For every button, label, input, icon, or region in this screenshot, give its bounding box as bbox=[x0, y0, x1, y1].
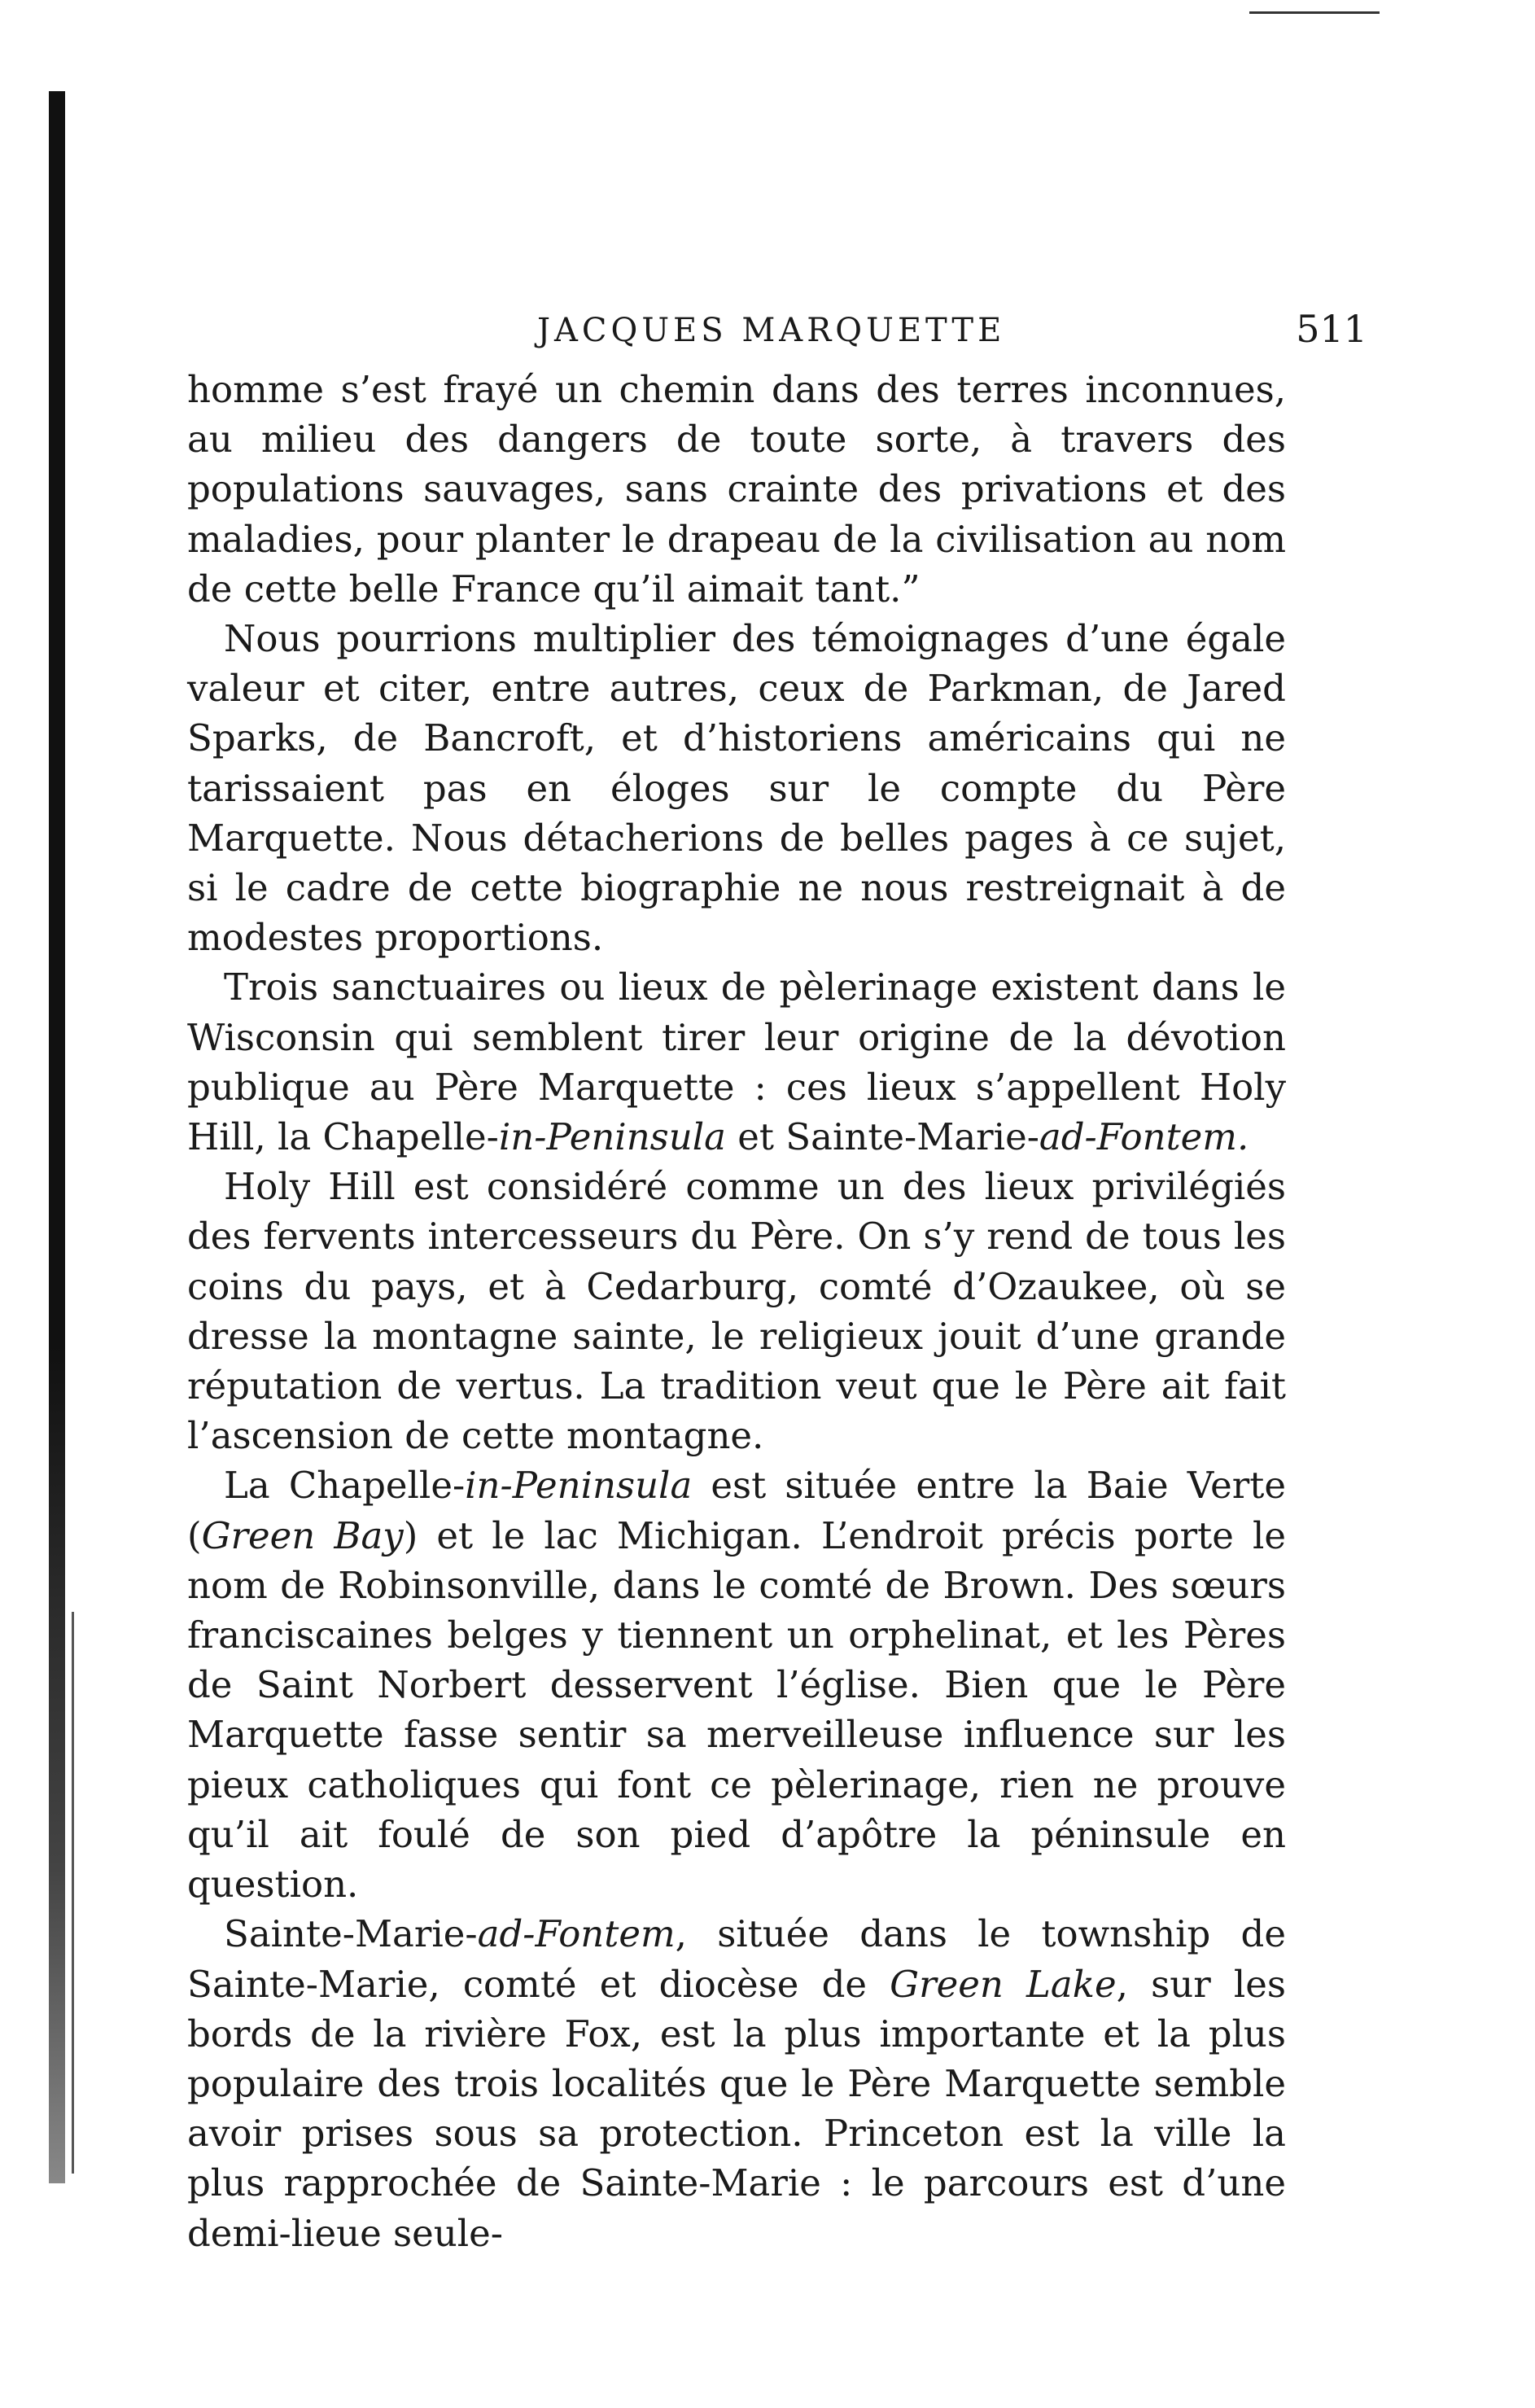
top-rule bbox=[1249, 11, 1380, 14]
paragraph bbox=[187, 1162, 1286, 1460]
paragraph bbox=[187, 365, 1286, 614]
italic-text: in-Peninsula bbox=[465, 1464, 693, 1508]
paragraph bbox=[187, 1460, 1286, 1909]
italic-text: in-Peninsula bbox=[498, 1115, 726, 1159]
text-span: , située dans le township de Sainte-Marie, comté et diocèse de bbox=[187, 1912, 1286, 2006]
text-span: et Sainte-Marie- bbox=[725, 1115, 1039, 1159]
text-span: homme s’est frayé un chemin dans des terres inconnues, au milieu des dangers de toute sorte, à travers des populations sauvages, sans crainte des privations et des maladies, pour planter le drapeau de la civilisation au nom de cette belle France qu’il aimait tant.” bbox=[187, 368, 1286, 611]
paragraph bbox=[187, 614, 1286, 962]
page-header bbox=[187, 297, 1375, 354]
italic-text: Green Lake bbox=[890, 1962, 1117, 2006]
text-span: est située entre la Baie Verte ( bbox=[187, 1464, 1286, 1557]
text-span: Sainte-Marie- bbox=[224, 1912, 478, 1956]
paragraph bbox=[187, 962, 1286, 1162]
text-span: Nous pourrions multiplier des témoignages d’une égale valeur et citer, entre autres, ceux de Parkman, de Jared Sparks, de Bancroft, et d’historiens américains qui ne tarissaient pas en éloges sur le compte du Père Marquette. Nous détacherions de belles pages à ce sujet, si le cadre de cette biographie ne nous restreignait à de modestes proportions. bbox=[187, 617, 1286, 960]
binding-edge bbox=[49, 91, 65, 2183]
paragraph bbox=[187, 1909, 1286, 2257]
text-span: ) et le lac Michigan. L’endroit précis porte le nom de Robinsonville, dans le comté de Brown. Des sœurs franciscaines belges y tiennent un orphelinat, et les Pères de Saint Norbert desservent l’église. Bien que le Père Marquette fasse sentir sa merveilleuse influence sur les pieux catholiques qui font ce pèlerinage, rien ne prouve qu’il ait foulé de son pied d’apôtre la péninsule en question. bbox=[187, 1513, 1286, 1907]
text-span: , sur les bords de la rivière Fox, est la plus importante et la plus populaire des trois localités que le Père Marquette semble avoir prises sous sa protection. Princeton est la ville la plus rapprochée de Sainte-Marie : le parcours est d’une demi-lieue seule- bbox=[187, 1962, 1286, 2255]
running-head: JACQUES MARQUETTE bbox=[537, 312, 1006, 349]
page-number: 511 bbox=[1296, 307, 1367, 351]
italic-text: ad-Fontem. bbox=[1039, 1115, 1249, 1159]
text-span: Trois sanctuaires ou lieux de pèlerinage existent dans le Wisconsin qui semblent tirer leur origine de la dévotion publique au Père Marquette : ces lieux s’appellent Holy Hill, la Chapelle- bbox=[187, 965, 1286, 1159]
binding-edge-thin bbox=[72, 1612, 74, 2174]
italic-text: ad-Fontem bbox=[477, 1912, 676, 1956]
italic-text: Green Bay bbox=[201, 1513, 404, 1557]
body-text bbox=[187, 365, 1286, 2258]
text-span: La Chapelle- bbox=[224, 1464, 466, 1508]
text-span: Holy Hill est considéré comme un des lieux privilégiés des fervents intercesseurs du Père. On s’y rend de tous les coins du pays, et à Cedarburg, comté d’Ozaukee, où se dresse la montagne sainte, le religieux jouit d’une grande réputation de vertus. La tradition veut que le Père ait fait l’ascension de cette montagne. bbox=[187, 1165, 1286, 1458]
